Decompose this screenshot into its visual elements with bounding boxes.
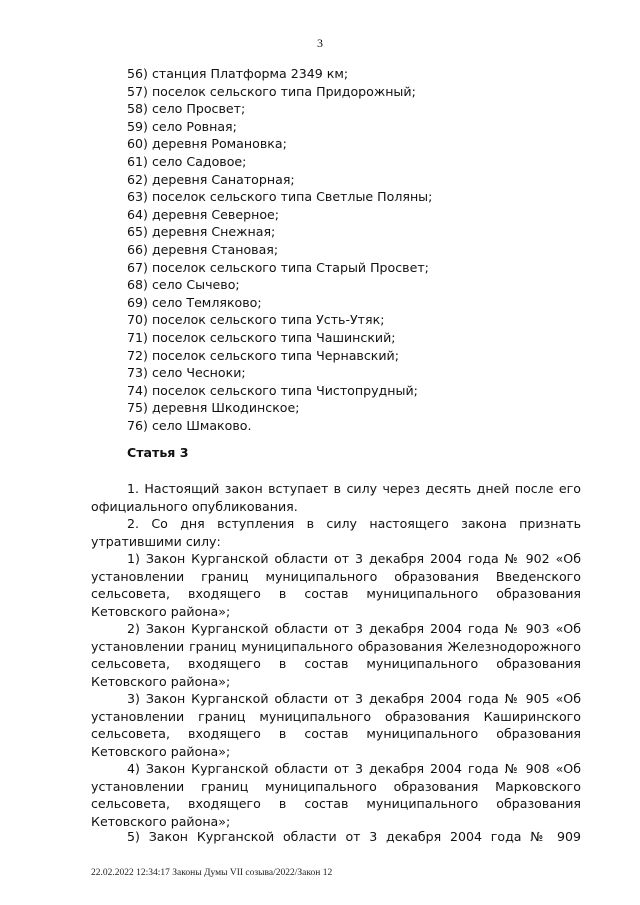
list-item: 76) село Шмаково. <box>127 417 252 433</box>
list-item: 74) поселок сельского типа Чистопрудный; <box>127 382 418 398</box>
paragraph-text: 2. Со дня вступления в силу настоящего закона признать утратившими силу: <box>91 516 581 549</box>
list-item: 66) деревня Становая; <box>127 241 279 257</box>
paragraph-2 <box>91 515 581 550</box>
list-item: 59) село Ровная; <box>127 118 237 134</box>
list-item: 72) поселок сельского типа Чернавский; <box>127 347 399 363</box>
law-item-1 <box>91 550 581 620</box>
list-item: 63) поселок сельского типа Светлые Поляны; <box>127 189 433 205</box>
list-item: 62) деревня Санаторная; <box>127 171 295 187</box>
list-item: 60) деревня Романовка; <box>127 136 287 152</box>
paragraph-text: 1) Закон Курганской области от 3 декабря 2004 года № 902 «Об установлении границ муниципального образования Введенского сельсовета, входящего в состав муниципального образования Кетовского района»; <box>91 551 581 619</box>
list-item: 64) деревня Северное; <box>127 206 280 222</box>
list-item: 70) поселок сельского типа Усть-Утяк; <box>127 312 385 328</box>
paragraph-text: 4) Закон Курганской области от 3 декабря 2004 года № 908 «Об установлении границ муниципального образования Марковского сельсовета, входящего в состав муниципального образования Кетовского района»; <box>91 761 581 829</box>
list-item: 71) поселок сельского типа Чашинский; <box>127 329 396 345</box>
paragraph-1 <box>91 480 581 515</box>
list-item: 75) деревня Шкодинское; <box>127 400 300 416</box>
paragraph-text: 3) Закон Курганской области от 3 декабря 2004 года № 905 «Об установлении границ муниципального образования Каширинского сельсовета, входящего в состав муниципального образования Кетовского района»; <box>91 691 581 759</box>
list-item: 61) село Садовое; <box>127 153 247 169</box>
list-item: 67) поселок сельского типа Старый Просвет; <box>127 259 429 275</box>
list-item: 58) село Просвет; <box>127 101 246 117</box>
list-item: 57) поселок сельского типа Придорожный; <box>127 83 416 99</box>
list-item: 56) станция Платформа 2349 км; <box>127 66 349 81</box>
document-footer: 22.02.2022 12:34:17 Законы Думы VII созыва/2022/Закон 12 <box>91 868 333 878</box>
article-title: Статья 3 <box>127 445 189 460</box>
law-item-4 <box>91 760 581 830</box>
paragraph-text: 2) Закон Курганской области от 3 декабря 2004 года № 903 «Об установлении границ муниципального образования Железнодорожного сельсовета, входящего в состав муниципального образования Кетовского района»; <box>91 621 581 689</box>
law-item-5 <box>91 828 581 846</box>
law-item-2 <box>91 620 581 690</box>
settlement-list <box>127 65 432 434</box>
list-item: 69) село Темляково; <box>127 294 262 310</box>
paragraph-text: 1. Настоящий закон вступает в силу через десять дней после его официального опубликования. <box>91 481 581 514</box>
list-item: 68) село Сычево; <box>127 277 240 293</box>
list-item: 65) деревня Снежная; <box>127 224 276 240</box>
page-number: 3 <box>317 36 323 50</box>
list-item: 73) село Чесноки; <box>127 365 246 381</box>
law-item-3 <box>91 690 581 760</box>
paragraph-text: 5) Закон Курганской области от 3 декабря 2004 года № 909 <box>127 829 581 844</box>
